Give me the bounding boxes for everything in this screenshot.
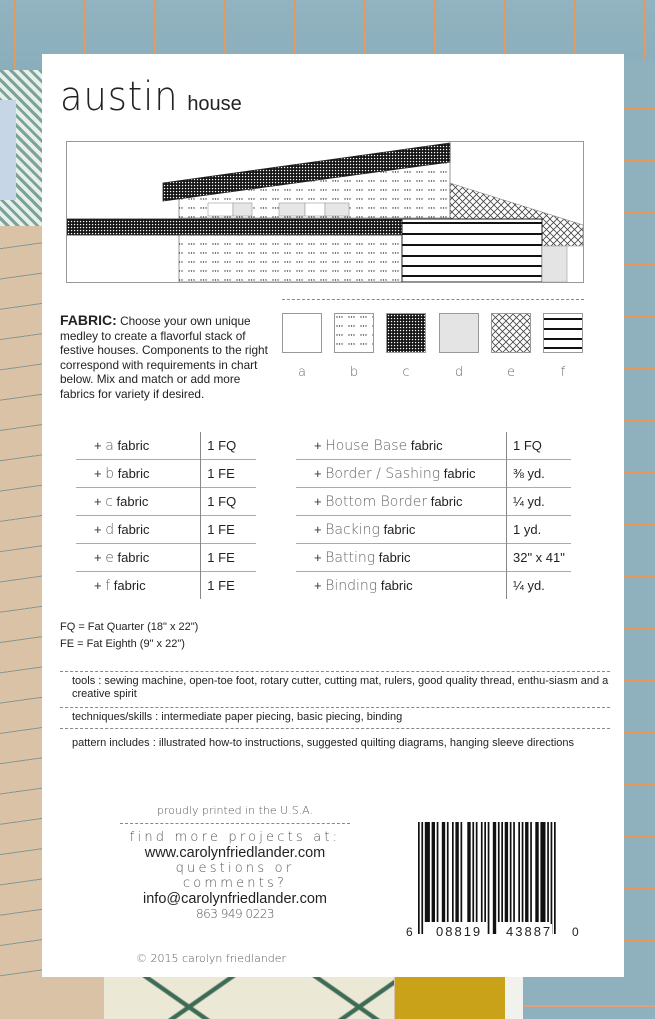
swatch-a [282,313,322,353]
barcode-bar [554,822,556,934]
barcode-bar [488,822,490,934]
swatch-label-a: a [298,365,306,380]
barcode-bar [498,822,500,922]
barcode-bar [447,822,449,922]
divider [282,299,584,300]
fabric-requirements-table-right [296,432,571,599]
barcode-bar [481,822,483,922]
barcode-bar [418,822,420,934]
barcode-bar [540,822,545,922]
row-amount: ¼ yd. [507,488,572,516]
row-name: + f fabric [76,572,201,600]
house-diagram-svg [67,142,583,282]
row-amount: 1 FQ [507,432,572,460]
diagram-window [325,203,349,216]
table-row [296,572,571,600]
table-row [76,432,256,460]
swatch-c [386,313,426,353]
legend-fe: FE = Fat Eighth (9" x 22") [60,638,185,650]
table-row [296,488,571,516]
swatch-f-pattern [544,314,582,352]
row-name: + Border / Sashing fabric [296,460,507,488]
table-row [76,544,256,572]
diagram-window [305,203,325,216]
swatch-label-e: e [507,365,515,380]
barcode-first-digit: 6 [406,925,413,939]
row-name: + e fabric [76,544,201,572]
swatch-label-c: c [402,365,410,380]
tools-info [60,675,610,701]
barcode-right-group: 43887 [506,924,553,939]
swatch-f [543,313,583,353]
row-name: + Bottom Border fabric [296,488,507,516]
fabric-text: Choose your own unique medley to create a flavorful stack of festive houses. Components to the right correspond with requirements in chart below. Mix and match or add more fabrics for variety if desired. [60,314,268,401]
legend-fq: FQ = Fat Quarter (18" x 22") [60,621,199,633]
row-name: + Batting fabric [296,544,507,572]
table-row [76,460,256,488]
barcode-bar [530,822,532,922]
barcode-bar [484,822,486,922]
barcode-bar [472,822,474,922]
row-amount: ⅜ yd. [507,460,572,488]
barcode-bar [535,822,538,922]
row-amount: 1 FQ [201,488,256,516]
techniques-text: techniques/skills : intermediate paper piecing, basic piecing, binding [72,711,403,723]
house-diagram [66,141,584,283]
pattern-back-card [42,54,624,977]
swatch-c-pattern [387,314,425,352]
barcode-bar [505,822,508,922]
quilt-patch-blue-bottom [523,977,655,1019]
page-title [60,74,242,120]
diagram-beam [67,219,402,235]
swatch-e-pattern [492,314,530,352]
quilt-patch-tan-left [0,226,42,1016]
fabric-description [60,313,275,402]
quilt-patch-yellow-bottom [395,977,505,1019]
row-name: + Backing fabric [296,516,507,544]
barcode-bar [421,822,423,934]
barcode-left-group: 08819 [436,924,483,939]
row-amount: 1 FE [201,572,256,600]
quilt-patch-light-blue-left [0,100,16,200]
quilt-patch-cream-bottom [104,977,394,1019]
diagram-garage [402,219,542,282]
barcode-bar [501,822,503,922]
printed-in-usa: proudly printed in the U.S.A. [156,804,314,817]
includes-info [60,737,610,750]
phone-number: 863 949 0223 [196,907,274,921]
includes-text: pattern includes : illustrated how-to instructions, suggested quilting diagrams, hanging sleeve directions [72,737,575,749]
tools-text: tools : sewing machine, open-toe foot, rotary cutter, cutting mat, rulers, good quality thread, enthu-siasm and a creative spirit [72,675,609,700]
row-name: + House Base fabric [314,437,443,454]
title-subtitle: house [187,93,242,115]
title-name: austin [60,74,179,120]
table-row [296,544,571,572]
barcode-bar [476,822,478,922]
row-amount: 1 FE [201,460,256,488]
upc-barcode [406,822,580,942]
barcode-bar [452,822,454,922]
barcode-bar [455,822,458,922]
row-name: + d fabric [76,516,201,544]
fabric-requirements-table-left [76,432,256,599]
barcode-bar [437,822,439,922]
row-amount: 1 yd. [507,516,572,544]
website-link[interactable]: www.carolynfriedlander.com [144,845,326,861]
copyright: © 2015 carolyn friedlander [136,952,287,965]
techniques-info [60,711,610,724]
barcode-bar [432,822,435,922]
table-row [76,572,256,600]
quilt-patch-blue-right [624,60,655,960]
fabric-label: FABRIC: [60,312,117,328]
footer-contact [120,804,350,921]
table-row [76,488,256,516]
swatch-label-b: b [349,365,359,380]
swatch-b [334,313,374,353]
barcode-bar [442,822,445,922]
barcode-bar [513,822,515,922]
barcode-check-digit: 0 [572,925,579,939]
swatch-d [439,313,479,353]
row-amount: 32" x 41" [507,544,572,572]
table-row [296,460,571,488]
barcode-bar [518,822,520,922]
diagram-gray-column [542,246,567,282]
quilt-patch-white-bottom [505,977,523,1019]
barcode-bar [425,822,430,922]
barcode-bar [522,822,524,922]
barcode-bar [493,822,496,934]
divider [60,671,610,672]
email-link[interactable]: info@carolynfriedlander.com [143,891,327,907]
abbreviation-legend [60,619,198,653]
row-amount: ¼ yd. [507,572,572,600]
barcode-bar [461,822,463,922]
divider [60,728,610,729]
swatch-label-f: f [560,365,566,380]
barcode-bar [525,822,528,922]
barcode-bar [467,822,470,922]
table-row [76,516,256,544]
barcode-bars [406,822,580,934]
row-name: + Binding fabric [296,572,507,600]
row-amount: 1 FQ [201,432,256,460]
divider [60,707,610,708]
swatch-label-d: d [454,365,464,380]
diagram-window [279,203,305,216]
row-name: + c fabric [76,488,201,516]
barcode-bar [551,822,553,934]
row-amount: 1 FE [201,544,256,572]
row-name: + a fabric [94,437,150,454]
diagram-window [233,203,252,216]
row-name: + b fabric [76,460,201,488]
divider [120,823,350,824]
barcode-bar [510,822,512,922]
find-more-label: find more projects at: [129,830,341,845]
swatch-b-pattern [335,314,373,352]
questions-label: questions or comments? [175,861,295,891]
table-row [296,432,571,460]
diagram-window [208,203,233,216]
swatch-e [491,313,531,353]
row-amount: 1 FE [201,516,256,544]
barcode-bar [547,822,549,922]
table-row [296,516,571,544]
diagram-lower-wall [179,235,402,282]
